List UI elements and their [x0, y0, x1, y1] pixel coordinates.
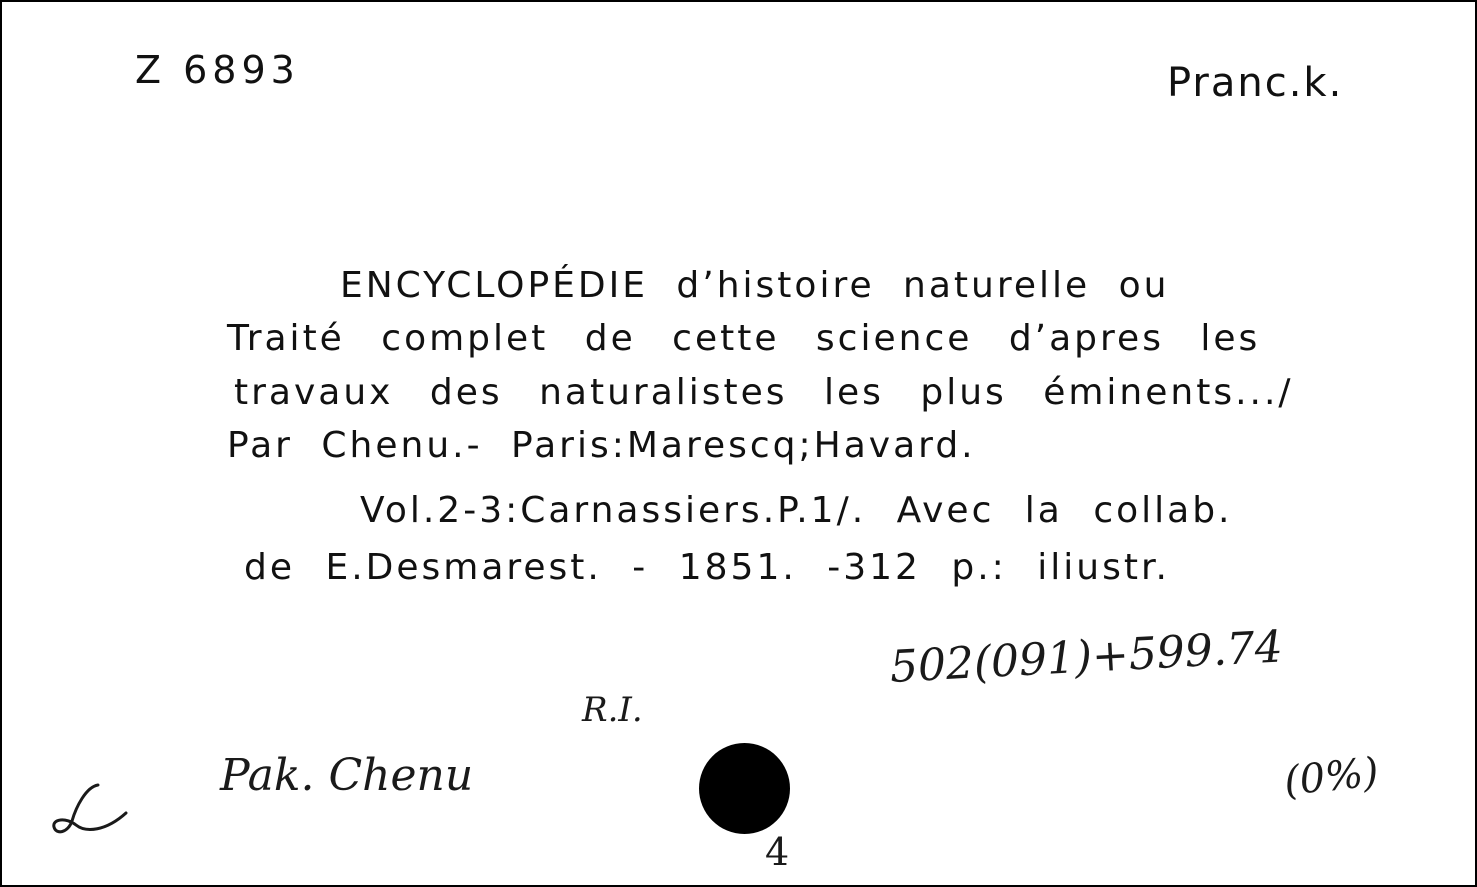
corner-handwritten-mark	[46, 777, 136, 847]
subdivision-handwritten: (0%)	[1281, 749, 1381, 805]
title-line-2: Traité complet de cette science d’apres les	[227, 318, 1261, 359]
initials-handwritten: R.I.	[582, 690, 643, 730]
imprint-line: Par Chenu.- Paris:Marescq;Havard.	[227, 425, 976, 466]
volume-line-1: Vol.2-3:Carnassiers.P.1/. Avec la collab.	[360, 490, 1233, 531]
classification-handwritten: 502(091)+599.74	[888, 621, 1284, 693]
location-code: Pranc.k.	[1167, 60, 1344, 106]
title-line-3: travaux des naturalistes les plus éminents.../	[234, 372, 1294, 413]
punch-hole	[699, 743, 790, 834]
call-number: Z 6893	[135, 48, 300, 92]
page-number-handwritten: 4	[765, 830, 790, 874]
title-line-1: ENCYCLOPÉDIE d’histoire naturelle ou	[340, 265, 1170, 306]
author-heading-handwritten: Pak. Chenu	[220, 750, 474, 801]
volume-line-2: de E.Desmarest. - 1851. -312 p.: iliustr.	[244, 547, 1170, 588]
